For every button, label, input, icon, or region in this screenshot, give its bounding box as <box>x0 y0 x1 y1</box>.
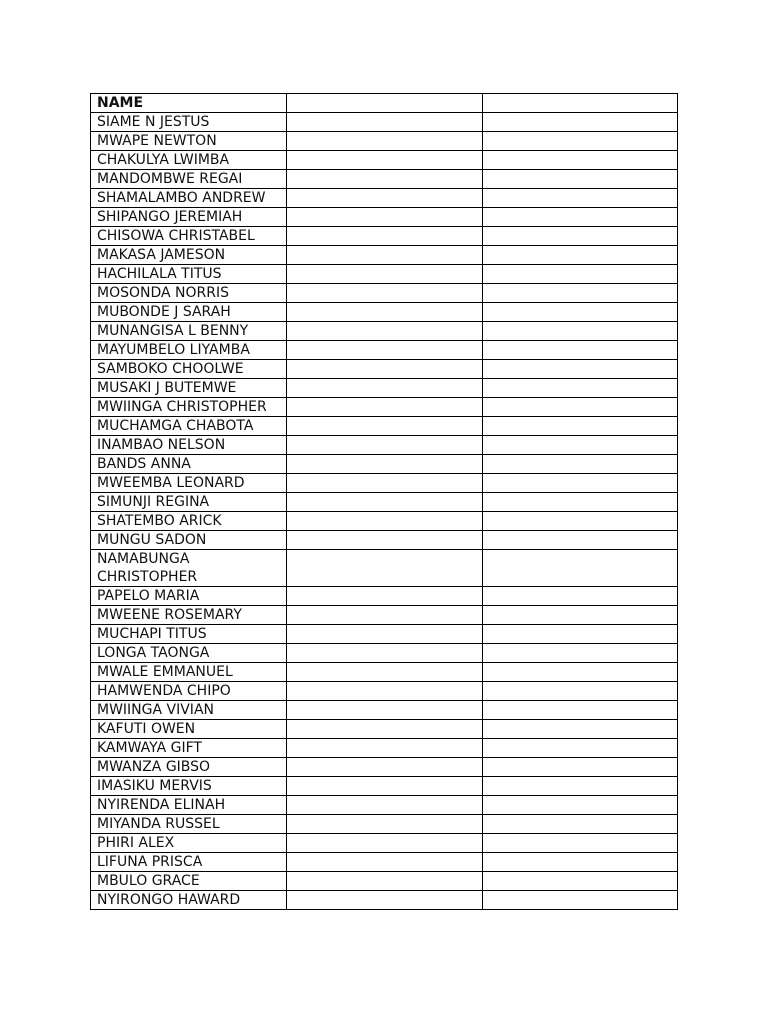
empty-cell <box>483 720 678 739</box>
name-cell: MWEEMBA LEONARD <box>91 474 287 493</box>
empty-cell <box>287 227 483 246</box>
name-cell: MOSONDA NORRIS <box>91 284 287 303</box>
name-cell: MUCHAPI TITUS <box>91 625 287 644</box>
name-cell: HAMWENDA CHIPO <box>91 682 287 701</box>
empty-cell <box>483 398 678 417</box>
table-row <box>91 284 678 303</box>
empty-cell <box>287 796 483 815</box>
empty-cell <box>287 113 483 132</box>
name-cell: MUBONDE J SARAH <box>91 303 287 322</box>
table-row <box>91 720 678 739</box>
table-row <box>91 360 678 379</box>
header-cell-name: NAME <box>91 94 287 113</box>
empty-cell <box>287 625 483 644</box>
table-row <box>91 322 678 341</box>
empty-cell <box>287 151 483 170</box>
empty-cell <box>483 170 678 189</box>
empty-cell <box>483 834 678 853</box>
empty-cell <box>483 379 678 398</box>
empty-cell <box>287 398 483 417</box>
empty-cell <box>483 151 678 170</box>
table-row <box>91 398 678 417</box>
table-row <box>91 379 678 398</box>
empty-cell <box>287 891 483 910</box>
empty-cell <box>483 246 678 265</box>
name-cell: PAPELO MARIA <box>91 587 287 606</box>
empty-cell <box>287 379 483 398</box>
table-row <box>91 246 678 265</box>
table-row <box>91 796 678 815</box>
empty-cell <box>483 550 678 587</box>
empty-cell <box>483 796 678 815</box>
table-row <box>91 436 678 455</box>
empty-cell <box>287 531 483 550</box>
name-cell: HACHILALA TITUS <box>91 265 287 284</box>
empty-cell <box>287 815 483 834</box>
name-cell: KAFUTI OWEN <box>91 720 287 739</box>
empty-cell <box>287 550 483 587</box>
empty-cell <box>483 531 678 550</box>
empty-cell <box>287 417 483 436</box>
name-cell: NYIRONGO HAWARD <box>91 891 287 910</box>
empty-cell <box>483 132 678 151</box>
table-row <box>91 587 678 606</box>
name-cell: MAYUMBELO LIYAMBA <box>91 341 287 360</box>
empty-cell <box>287 208 483 227</box>
table-row <box>91 341 678 360</box>
empty-cell <box>287 341 483 360</box>
empty-cell <box>287 720 483 739</box>
empty-cell <box>287 834 483 853</box>
name-cell: LONGA TAONGA <box>91 644 287 663</box>
empty-cell <box>483 493 678 512</box>
table-row <box>91 531 678 550</box>
empty-cell <box>287 189 483 208</box>
name-cell: MWALE EMMANUEL <box>91 663 287 682</box>
name-cell: PHIRI ALEX <box>91 834 287 853</box>
name-cell: SAMBOKO CHOOLWE <box>91 360 287 379</box>
name-cell: SIAME N JESTUS <box>91 113 287 132</box>
name-cell: CHAKULYA LWIMBA <box>91 151 287 170</box>
table-row <box>91 644 678 663</box>
empty-cell <box>483 701 678 720</box>
empty-cell <box>483 644 678 663</box>
name-cell: KAMWAYA GIFT <box>91 739 287 758</box>
table-row <box>91 815 678 834</box>
empty-cell <box>483 758 678 777</box>
empty-cell <box>287 436 483 455</box>
name-cell: SHAMALAMBO ANDREW <box>91 189 287 208</box>
empty-cell <box>287 853 483 872</box>
table-row <box>91 834 678 853</box>
empty-cell <box>483 360 678 379</box>
table-row <box>91 208 678 227</box>
empty-cell <box>483 682 678 701</box>
table-row <box>91 739 678 758</box>
table-row <box>91 872 678 891</box>
empty-cell <box>287 246 483 265</box>
empty-cell <box>483 739 678 758</box>
table-row <box>91 455 678 474</box>
empty-cell <box>483 625 678 644</box>
table-row <box>91 663 678 682</box>
empty-cell <box>483 587 678 606</box>
table-row <box>91 891 678 910</box>
table-row <box>91 493 678 512</box>
empty-cell <box>483 341 678 360</box>
empty-cell <box>287 132 483 151</box>
empty-cell <box>287 474 483 493</box>
name-cell: MUNGU SADON <box>91 531 287 550</box>
name-cell: SHIPANGO JEREMIAH <box>91 208 287 227</box>
name-cell: SHATEMBO ARICK <box>91 512 287 531</box>
name-cell: NYIRENDA ELINAH <box>91 796 287 815</box>
header-cell-3 <box>483 94 678 113</box>
empty-cell <box>287 663 483 682</box>
empty-cell <box>483 606 678 625</box>
name-cell: INAMBAO NELSON <box>91 436 287 455</box>
header-row <box>91 94 678 113</box>
name-cell: MWEENE ROSEMARY <box>91 606 287 625</box>
empty-cell <box>287 303 483 322</box>
empty-cell <box>287 758 483 777</box>
empty-cell <box>483 663 678 682</box>
name-cell: MBULO GRACE <box>91 872 287 891</box>
name-cell: MIYANDA RUSSEL <box>91 815 287 834</box>
empty-cell <box>287 777 483 796</box>
table-row <box>91 701 678 720</box>
name-cell: MUCHAMGA CHABOTA <box>91 417 287 436</box>
name-cell: LIFUNA PRISCA <box>91 853 287 872</box>
empty-cell <box>287 322 483 341</box>
table-row <box>91 189 678 208</box>
name-cell: BANDS ANNA <box>91 455 287 474</box>
name-cell: MWIINGA CHRISTOPHER <box>91 398 287 417</box>
table-row <box>91 113 678 132</box>
table-row <box>91 550 678 587</box>
table-row <box>91 227 678 246</box>
empty-cell <box>287 739 483 758</box>
names-table <box>90 93 678 910</box>
table-row <box>91 512 678 531</box>
empty-cell <box>287 170 483 189</box>
name-cell: IMASIKU MERVIS <box>91 777 287 796</box>
empty-cell <box>287 284 483 303</box>
empty-cell <box>483 113 678 132</box>
empty-cell <box>483 815 678 834</box>
empty-cell <box>287 872 483 891</box>
empty-cell <box>483 474 678 493</box>
table-row <box>91 758 678 777</box>
empty-cell <box>483 265 678 284</box>
table-row <box>91 132 678 151</box>
empty-cell <box>287 512 483 531</box>
empty-cell <box>483 853 678 872</box>
empty-cell <box>483 417 678 436</box>
table-row <box>91 151 678 170</box>
empty-cell <box>483 322 678 341</box>
name-cell: MWIINGA VIVIAN <box>91 701 287 720</box>
table-row <box>91 265 678 284</box>
table-row <box>91 853 678 872</box>
empty-cell <box>287 701 483 720</box>
header-cell-2 <box>287 94 483 113</box>
empty-cell <box>287 606 483 625</box>
empty-cell <box>483 208 678 227</box>
table-row <box>91 606 678 625</box>
name-cell: SIMUNJI REGINA <box>91 493 287 512</box>
name-cell: MANDOMBWE REGAI <box>91 170 287 189</box>
empty-cell <box>483 436 678 455</box>
table-row <box>91 625 678 644</box>
name-cell: MUNANGISA L BENNY <box>91 322 287 341</box>
empty-cell <box>483 303 678 322</box>
table-row <box>91 170 678 189</box>
empty-cell <box>483 777 678 796</box>
empty-cell <box>287 587 483 606</box>
empty-cell <box>483 227 678 246</box>
empty-cell <box>483 512 678 531</box>
empty-cell <box>483 872 678 891</box>
empty-cell <box>287 360 483 379</box>
table-row <box>91 682 678 701</box>
table-row <box>91 417 678 436</box>
empty-cell <box>287 455 483 474</box>
name-cell: MWANZA GIBSO <box>91 758 287 777</box>
empty-cell <box>287 644 483 663</box>
empty-cell <box>287 493 483 512</box>
name-cell: MUSAKI J BUTEMWE <box>91 379 287 398</box>
empty-cell <box>287 265 483 284</box>
table-row <box>91 303 678 322</box>
table-row <box>91 777 678 796</box>
empty-cell <box>483 891 678 910</box>
name-cell: MWAPE NEWTON <box>91 132 287 151</box>
name-cell: NAMABUNGA CHRISTOPHER <box>91 550 287 587</box>
name-cell: MAKASA JAMESON <box>91 246 287 265</box>
empty-cell <box>287 682 483 701</box>
empty-cell <box>483 189 678 208</box>
table-row <box>91 474 678 493</box>
name-cell: CHISOWA CHRISTABEL <box>91 227 287 246</box>
empty-cell <box>483 284 678 303</box>
empty-cell <box>483 455 678 474</box>
